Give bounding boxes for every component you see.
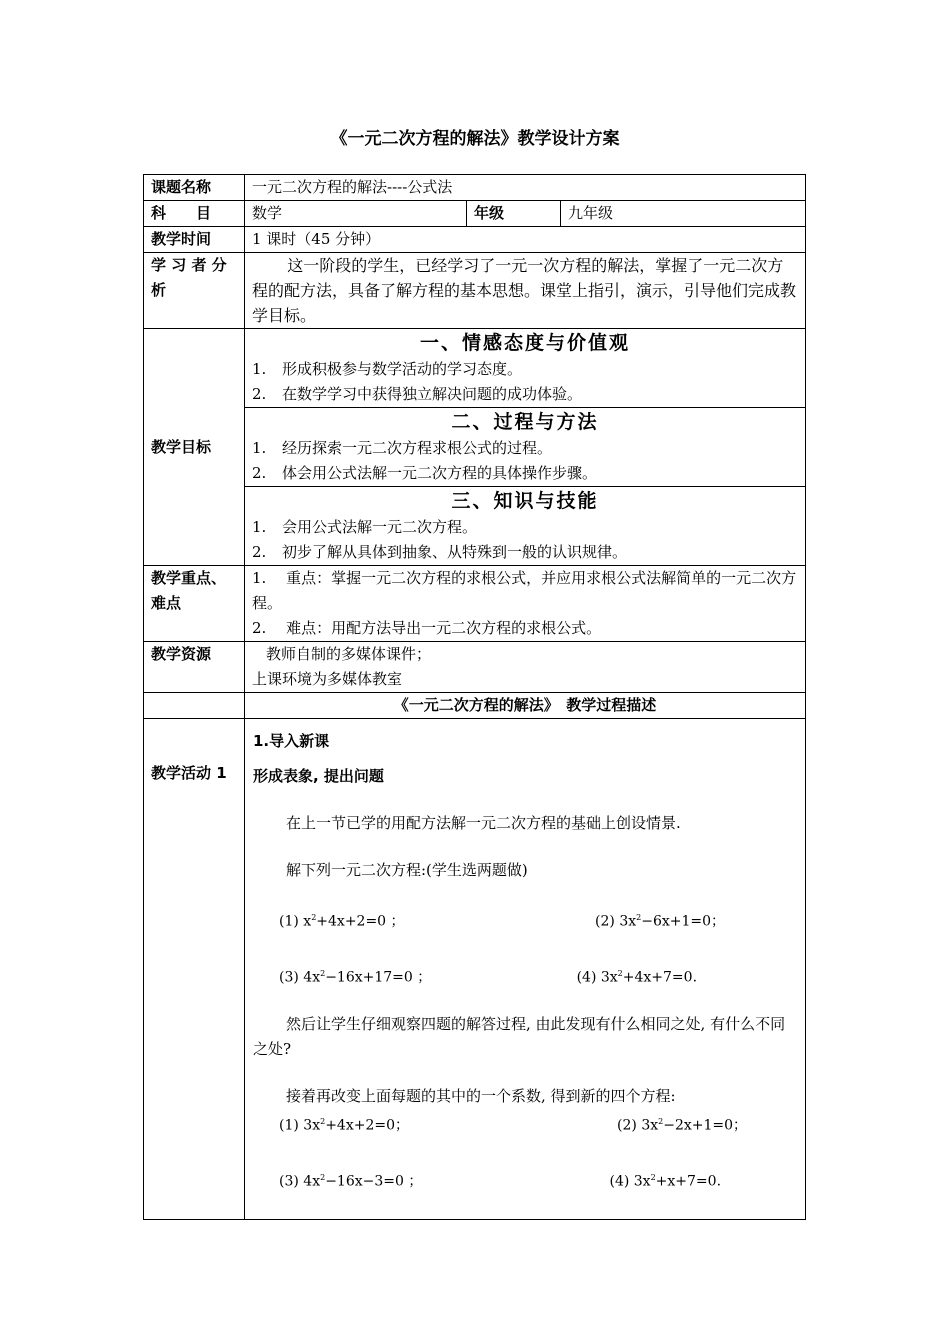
goal-heading: 三、知识与技能: [451, 490, 599, 512]
activity-paragraph: 接着再改变上面每题的其中的一个系数, 得到新的四个方程:: [286, 1087, 676, 1106]
goal-item: 1. 经历探索一元二次方程求根公式的过程。: [252, 439, 553, 457]
topic-label: 课题名称: [144, 175, 245, 201]
equation-row: [253, 1109, 797, 1139]
resources-label: 教学资源: [144, 642, 245, 693]
activity-paragraph: 然后让学生仔细观察四题的解答过程, 由此发现有什么相同之处, 有什么不同之处?: [253, 1015, 786, 1059]
equation: (2) $3x^2-6x+1=0$；: [595, 913, 726, 930]
subject-value: 数学: [245, 201, 467, 227]
resources-value: 教师自制的多媒体课件； 上课环境为多媒体教室: [245, 642, 806, 693]
equation: (3) $4x^2-16x+17=0$ ；: [279, 968, 432, 986]
learner-label-line1: 学 习 者 分: [151, 256, 227, 274]
equation: (4) $3x^2+x+7=0$.: [609, 1172, 722, 1190]
subject-label: 科 目: [144, 201, 245, 227]
activity-content: [245, 719, 806, 1220]
blank-cell: [144, 693, 245, 719]
lesson-plan-table: [143, 174, 806, 1220]
equation: (1) $x^2+4x+2=0$ ；: [279, 913, 405, 930]
activity-heading: 1.导入新课: [253, 732, 330, 750]
process-title: 《一元二次方程的解法》 教学过程描述: [245, 693, 806, 719]
goal-item: 2. 在数学学习中获得独立解决问题的成功体验。: [252, 385, 583, 403]
goal-item: 1. 形成积极参与数学活动的学习态度。: [252, 360, 523, 378]
goal-section-knowledge: [245, 486, 805, 565]
time-value: 1 课时（45 分钟）: [245, 227, 806, 253]
learner-analysis-label: [144, 253, 245, 329]
goals-cell: [245, 329, 806, 566]
goal-item: 2. 初步了解从具体到抽象、从特殊到一般的认识规律。: [252, 543, 628, 561]
equation-row: [253, 1165, 797, 1195]
difficulty-item: 2. 难点：用配方法导出一元二次方程的求根公式。: [252, 619, 602, 637]
keypoints-value: [245, 566, 806, 642]
grade-label: 年级: [467, 201, 561, 227]
goal-section-process: [245, 407, 805, 486]
goal-heading: 一、情感态度与价值观: [420, 332, 631, 354]
activity-paragraph: 在上一节已学的用配方法解一元二次方程的基础上创设情景.: [286, 814, 681, 832]
goal-item: 1. 会用公式法解一元二次方程。: [252, 518, 478, 536]
goal-heading: 二、过程与方法: [451, 411, 599, 433]
equation: (3) $4x^2-16x-3=0$ ；: [279, 1172, 423, 1190]
activity-label: 教学活动 1: [144, 719, 245, 1220]
learner-label-line2: 析: [151, 281, 167, 299]
equation: (1) $3x^2+4x+2=0$；: [279, 1117, 409, 1134]
activity-paragraph: 解下列一元二次方程:(学生选两题做): [286, 861, 528, 879]
equation-row: [253, 905, 797, 935]
learner-analysis-value: 这一阶段的学生，已经学习了一元一次方程的解法，掌握了一元二次方程的配方法，具备了解方程的基本思想。课堂上指引，演示，引导他们完成教学目标。: [245, 253, 806, 329]
document-title: 《一元二次方程的解法》教学设计方案: [330, 129, 620, 149]
grade-value: 九年级: [561, 201, 806, 227]
equation-row: [253, 961, 797, 991]
keypoints-label: 教学重点、 难点: [144, 566, 245, 642]
goal-item: 2. 体会用公式法解一元二次方程的具体操作步骤。: [252, 464, 598, 482]
time-label: 教学时间: [144, 227, 245, 253]
topic-value: 一元二次方程的解法----公式法: [245, 175, 806, 201]
equation: (4) $3x^2+4x+7=0$.: [576, 968, 698, 986]
keypoint-item: 1. 重点：掌握一元二次方程的求根公式，并应用求根公式法解简单的一元二次方程。: [252, 569, 797, 612]
equation: (2) $3x^2-2x+1=0$；: [617, 1117, 748, 1134]
activity-subheading: 形成表象, 提出问题: [253, 767, 384, 785]
goals-label: 教学目标: [144, 329, 245, 566]
goal-section-attitude: [245, 329, 805, 407]
